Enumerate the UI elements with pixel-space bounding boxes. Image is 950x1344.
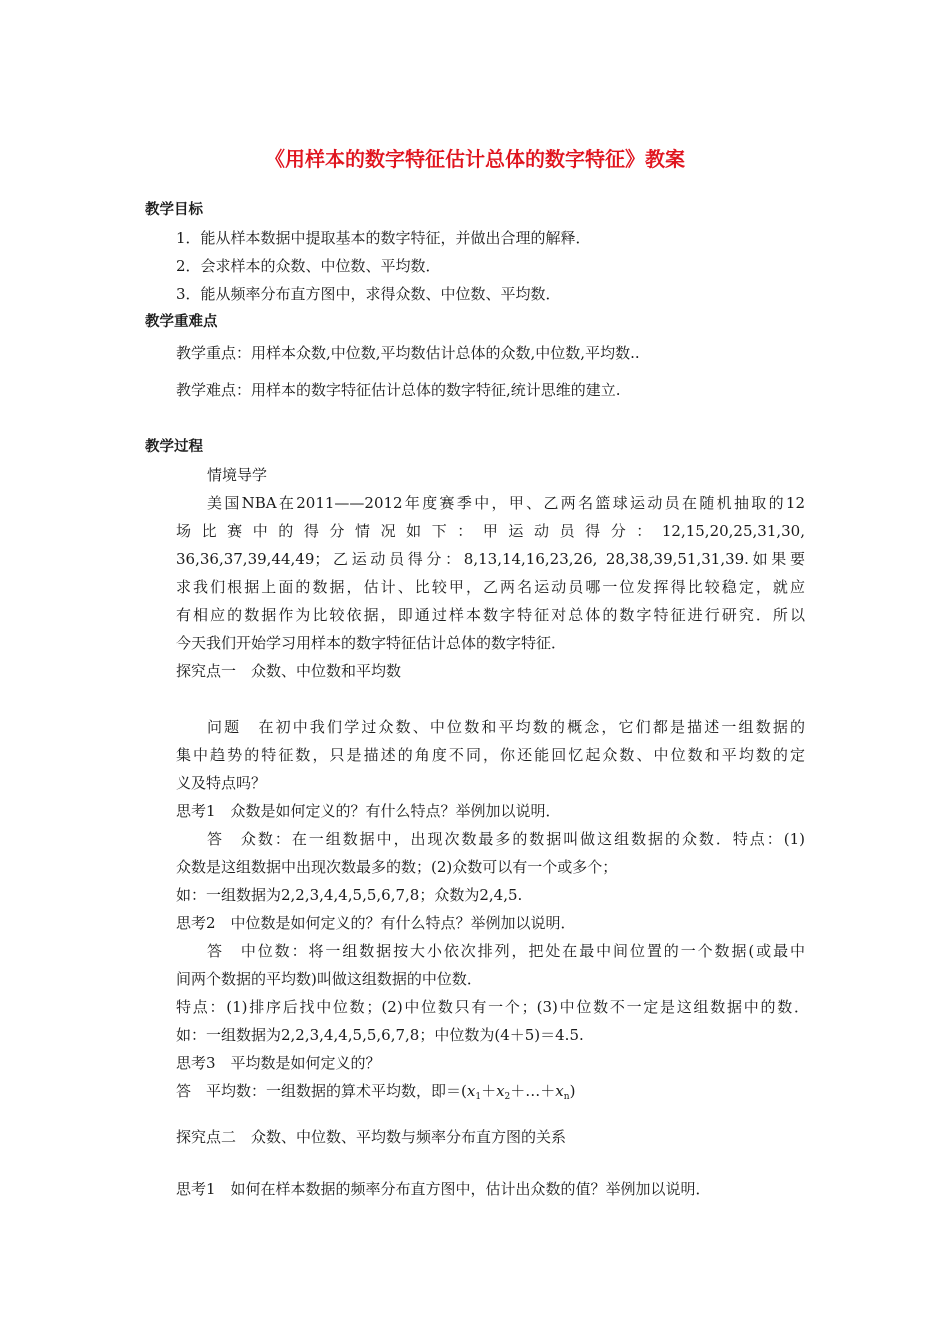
think-1: 思考1 众数是如何定义的？有什么特点？举例加以说明． xyxy=(176,802,561,820)
intro-line-3: 36,36,37,39,44,49；乙运动员得分：8,13,14,16,23,26, 28,38,39,51,31,39.如果要 xyxy=(176,550,805,568)
formula-xn: x xyxy=(555,1082,564,1100)
answer-2-line-1: 答 中位数：将一组数据按大小依次排列，把处在最中间位置的一个数据(或最中 xyxy=(207,942,805,960)
intro-line-6: 今天我们开始学习用样本的数字特征估计总体的数字特征． xyxy=(176,634,567,652)
explore-point-2-title: 探究点二 众数、中位数、平均数与频率分布直方图的关系 xyxy=(176,1128,567,1146)
answer-1-line-2: 众数是这组数据中出现次数最多的数；(2)众数可以有一个或多个； xyxy=(176,858,618,876)
answer-2-line-2: 间两个数据的平均数)叫做这组数据的中位数． xyxy=(176,970,482,988)
answer-1-line-1: 答 众数：在一组数据中，出现次数最多的数据叫做这组数据的众数．特点：(1) xyxy=(207,830,805,848)
intro-label: 情境导学 xyxy=(207,466,268,484)
think-4: 思考1 如何在样本数据的频率分布直方图中，估计出众数的值？举例加以说明． xyxy=(176,1180,711,1198)
intro-line-2: 场 比 赛 中 的 得 分 情 况 如 下 ： 甲 运 动 员 得 分 ： 12,15,20,25,31,30, xyxy=(176,522,805,540)
key-points-heading: 教学重难点 xyxy=(145,314,218,330)
intro-line-1: 美国NBA在2011——2012年度赛季中，甲、乙两名篮球运动员在随机抽取的12 xyxy=(207,494,805,512)
example-1: 如：一组数据为2,2,3,4,4,5,5,6,7,8；众数为2,4,5. xyxy=(176,886,523,904)
question-line-2: 集中趋势的特征数，只是描述的角度不同，你还能回忆起众数、中位数和平均数的定 xyxy=(176,746,805,764)
intro-line-5: 有相应的数据作为比较依据，即通过样本数字特征对总体的数字特征进行研究．所以 xyxy=(176,606,805,624)
answer-3-prefix: 答 平均数：一组数据的算术平均数，即＝( xyxy=(176,1082,467,1100)
question-line-1: 问题 在初中我们学过众数、中位数和平均数的概念，它们都是描述一组数据的 xyxy=(207,718,805,736)
formula-plus: ＋ xyxy=(481,1082,497,1100)
process-heading: 教学过程 xyxy=(145,439,203,455)
formula-sub-n: n xyxy=(563,1092,570,1102)
teaching-difficulty: 教学难点：用样本的数字特征估计总体的数字特征,统计思维的建立. xyxy=(176,381,621,399)
example-2: 如：一组数据为2,2,3,4,4,5,5,6,7,8；中位数为(4＋5)＝4.5. xyxy=(176,1026,584,1044)
question-line-3: 义及特点吗？ xyxy=(176,774,267,792)
intro-line-4: 求我们根据上面的数据，估计、比较甲，乙两名运动员哪一位发挥得比较稳定，就应 xyxy=(176,578,805,596)
explore-point-1-title: 探究点一 众数、中位数和平均数 xyxy=(176,662,402,680)
formula-sub-2: 2 xyxy=(504,1092,511,1102)
formula-x1: x xyxy=(466,1082,476,1100)
goals-heading: 教学目标 xyxy=(145,202,203,218)
features-2: 特点：(1)排序后找中位数；(2)中位数只有一个；(3)中位数不一定是这组数据中的数． xyxy=(176,998,809,1016)
formula-sub-1: 1 xyxy=(475,1092,482,1102)
think-2: 思考2 中位数是如何定义的？有什么特点？举例加以说明． xyxy=(176,914,576,932)
formula-x2: x xyxy=(496,1082,505,1100)
think-3: 思考3 平均数是如何定义的？ xyxy=(176,1054,381,1072)
formula-close: ) xyxy=(569,1082,576,1100)
goal-item-2: 2．会求样本的众数、中位数、平均数． xyxy=(176,257,441,275)
formula-dots: ＋…＋ xyxy=(510,1082,556,1100)
teaching-focus: 教学重点：用样本众数,中位数,平均数估计总体的众数,中位数,平均数.. xyxy=(176,344,640,362)
answer-3 xyxy=(176,1081,575,1107)
goal-item-3: 3．能从频率分布直方图中，求得众数、中位数、平均数． xyxy=(176,285,561,303)
goal-item-1: 1．能从样本数据中提取基本的数字特征，并做出合理的解释． xyxy=(176,229,591,247)
document-title: 《用样本的数字特征估计总体的数字特征》教案 xyxy=(265,147,685,171)
